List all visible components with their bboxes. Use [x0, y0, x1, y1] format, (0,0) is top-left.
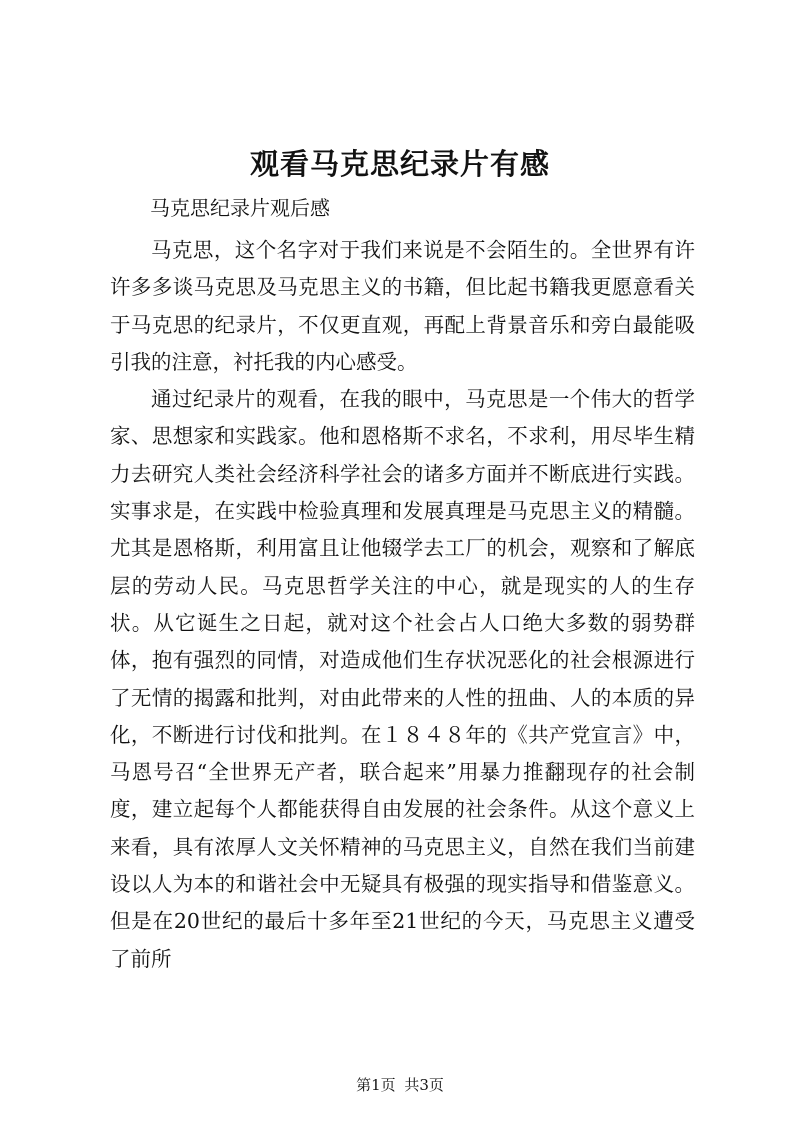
document-subtitle: 马克思纪录片观后感 [150, 196, 330, 220]
paragraph-intro: 马克思，这个名字对于我们来说是不会陌生的。全世界有许许多多谈马克思及马克思主义的书籍，但比起书籍我更愿意看关于马克思的纪录片，不仅更直观，再配上背景音乐和旁白最能吸引我的注意，衬托我的内心感受。 [110, 238, 695, 374]
page-number-footer: 第1页 共3页 [356, 1076, 444, 1094]
document-title: 观看马克思纪录片有感 [249, 147, 550, 181]
document-body [110, 232, 695, 978]
paragraph-main: 通过纪录片的观看，在我的眼中，马克思是一个伟大的哲学家、思想家和实践家。他和恩格斯不求名，不求利，用尽毕生精力去研究人类社会经济科学社会的诸多方面并不断底进行实践。实事求是，在实践中检验真理和发展真理是马克思主义的精髓。尤其是恩格斯，利用富且让他辍学去工厂的机会，观察和了解底层的劳动人民。马克思哲学关注的中心，就是现实的人的生存状。从它诞生之日起，就对这个社会占人口绝大多数的弱势群体，抱有强烈的同情，对造成他们生存状况恶化的社会根源进行了无情的揭露和批判，对由此带来的人性的扭曲、人的本质的异化，不断进行讨伐和批判。在１８４８年的《共产党宣言》中，马恩号召“全世界无产者，联合起来”用暴力推翻现存的社会制度，建立起每个人都能获得自由发展的社会条件。从这个意义上来看，具有浓厚人文关怀精神的马克思主义，自然在我们当前建设以人为本的和谐社会中无疑具有极强的现实指导和借鉴意义。但是在20世纪的最后十多年至21世纪的今天，马克思主义遭受了前所 [110, 387, 695, 971]
